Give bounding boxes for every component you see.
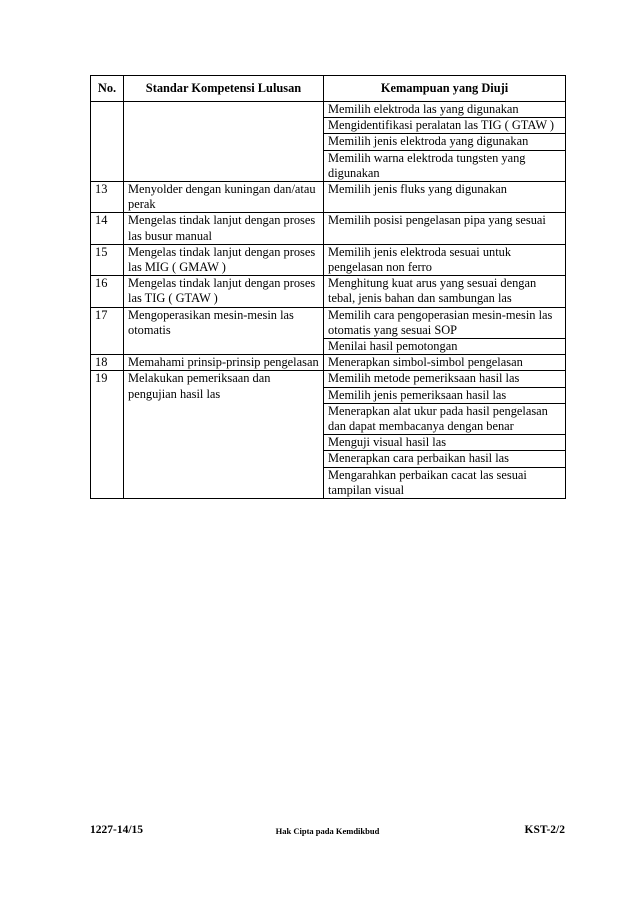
tested-ability: Mengidentifikasi peralatan las TIG ( GTAW ) <box>324 118 566 134</box>
row-number <box>91 102 124 182</box>
header-no: No. <box>91 76 124 102</box>
tested-ability: Mengarahkan perbaikan cacat las sesuai tampilan visual <box>324 467 566 498</box>
page-number: KST-2/2 <box>524 824 565 836</box>
table-row <box>91 371 566 387</box>
competency-standard <box>124 102 324 182</box>
row-number: 17 <box>91 307 124 355</box>
tested-ability: Menerapkan simbol-simbol pengelasan <box>324 355 566 371</box>
tested-ability: Memilih elektroda las yang digunakan <box>324 102 566 118</box>
row-number: 16 <box>91 276 124 307</box>
table-row <box>91 244 566 275</box>
table-row <box>91 307 566 338</box>
copyright-notice: Hak Cipta pada Kemdikbud <box>275 826 380 836</box>
tested-ability: Memilih jenis pemeriksaan hasil las <box>324 387 566 403</box>
tested-ability: Menilai hasil pemotongan <box>324 339 566 355</box>
tested-ability: Menerapkan cara perbaikan hasil las <box>324 451 566 467</box>
header-ability: Kemampuan yang Diuji <box>324 76 566 102</box>
table-row <box>91 355 566 371</box>
table-row <box>91 182 566 213</box>
document-code: 1227-14/15 <box>90 824 144 836</box>
tested-ability: Menguji visual hasil las <box>324 435 566 451</box>
competency-standard: Melakukan pemeriksaan dan pengujian hasil las <box>124 371 324 499</box>
row-number: 14 <box>91 213 124 244</box>
competency-standard: Mengelas tindak lanjut dengan proses las TIG ( GTAW ) <box>124 276 324 307</box>
competency-table <box>90 75 566 499</box>
row-number: 18 <box>91 355 124 371</box>
page-footer <box>90 824 565 840</box>
competency-standard: Memahami prinsip-prinsip pengelasan <box>124 355 324 371</box>
tested-ability: Memilih jenis fluks yang digunakan <box>324 182 566 213</box>
tested-ability: Menerapkan alat ukur pada hasil pengelasan dan dapat membacanya dengan benar <box>324 403 566 434</box>
header-standard: Standar Kompetensi Lulusan <box>124 76 324 102</box>
table-row <box>91 213 566 244</box>
table-body <box>91 102 566 499</box>
tested-ability: Memilih posisi pengelasan pipa yang sesuai <box>324 213 566 244</box>
competency-standard: Mengelas tindak lanjut dengan proses las MIG ( GMAW ) <box>124 244 324 275</box>
competency-standard: Mengelas tindak lanjut dengan proses las busur manual <box>124 213 324 244</box>
table-row <box>91 276 566 307</box>
tested-ability: Memilih jenis elektroda sesuai untuk pengelasan non ferro <box>324 244 566 275</box>
row-number: 19 <box>91 371 124 499</box>
competency-standard: Menyolder dengan kuningan dan/atau perak <box>124 182 324 213</box>
competency-standard: Mengoperasikan mesin-mesin las otomatis <box>124 307 324 355</box>
tested-ability: Menghitung kuat arus yang sesuai dengan tebal, jenis bahan dan sambungan las <box>324 276 566 307</box>
row-number: 15 <box>91 244 124 275</box>
tested-ability: Memilih jenis elektroda yang digunakan <box>324 134 566 150</box>
row-number: 13 <box>91 182 124 213</box>
table-row <box>91 102 566 118</box>
tested-ability: Memilih metode pemeriksaan hasil las <box>324 371 566 387</box>
table-header-row <box>91 76 566 102</box>
tested-ability: Memilih warna elektroda tungsten yang digunakan <box>324 150 566 181</box>
tested-ability: Memilih cara pengoperasian mesin-mesin las otomatis yang sesuai SOP <box>324 307 566 338</box>
